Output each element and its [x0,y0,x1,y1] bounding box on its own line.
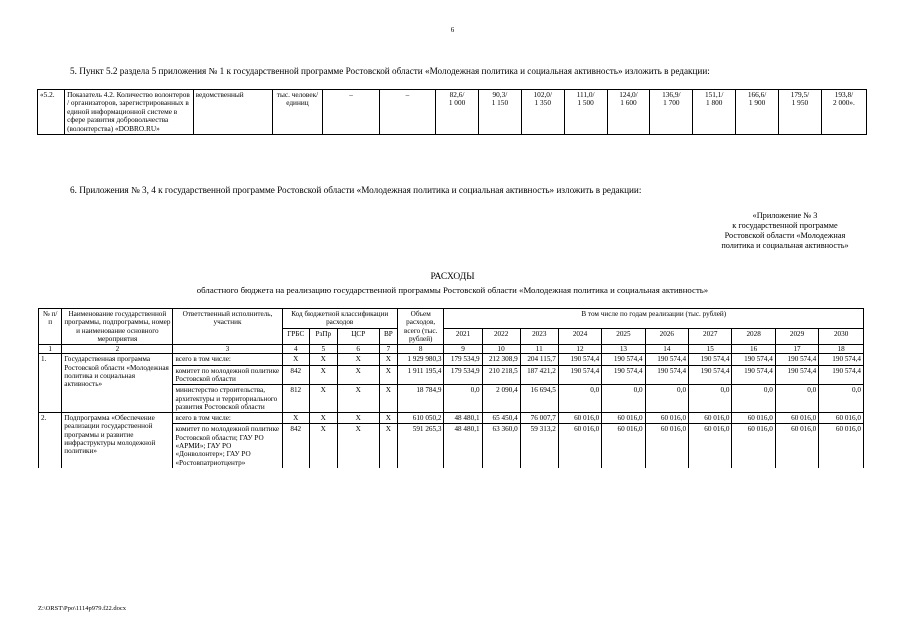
indicator-value: 102,0/ 1 350 [521,90,564,135]
column-index: 13 [602,345,645,354]
indicator-table [37,89,867,135]
year-amount: 63 360,0 [482,424,520,468]
year-amount: 0,0 [444,385,482,413]
year-amount: 190 574,4 [689,354,732,365]
year-amount: 190 574,4 [602,365,645,385]
year-amount: 190 574,4 [558,354,601,365]
year-amount: 0,0 [602,385,645,413]
column-index: 18 [819,345,864,354]
indicator-value: 124,0/ 1 600 [607,90,650,135]
total-amount: 610 050,2 [397,413,444,424]
year-amount: 60 016,0 [602,413,645,424]
indicator-value: 136,9/ 1 700 [650,90,693,135]
indicator-value: 179,5/ 1 950 [778,90,821,135]
expenses-table [38,308,864,468]
indicator-value: 90,3/ 1 150 [478,90,521,135]
header-rzpr: РзПр [310,328,338,345]
indicator-value: 193,8/ 2 000». [821,90,866,135]
year-amount: 204 115,7 [520,354,558,365]
year-amount: 0,0 [775,385,818,413]
vr-code: Х [379,413,397,424]
column-index: 6 [337,345,379,354]
column-index: 5 [310,345,338,354]
year-amount: 60 016,0 [819,413,864,424]
total-amount: 1 929 980,3 [397,354,444,365]
header-executor: Ответственный исполнитель, участник [173,309,282,345]
grbs-code: 842 [282,365,310,385]
header-budget-code: Код бюджетной классификации расходов [282,309,397,329]
appendix-header [690,211,880,251]
header-year: 2026 [645,328,688,345]
total-amount: 591 265,3 [397,424,444,468]
header-name: Наименование государственной программы, подпрограммы, номер и наименование основного мероприятия [62,309,173,345]
year-amount: 60 016,0 [732,424,775,468]
indicator-name: Показатель 4.2. Количество волонтеров / организаторов, зарегистрированных в единой информационной системе в сфере развития добровольчества (волонтерства) «DOBRO.RU» [65,90,194,135]
year-amount: 60 016,0 [645,413,688,424]
indicator-type: ведомственный [193,90,272,135]
year-amount: 60 016,0 [775,424,818,468]
vr-code: Х [379,385,397,413]
year-amount: 190 574,4 [645,365,688,385]
year-amount: 0,0 [689,385,732,413]
header-year: 2029 [775,328,818,345]
year-amount: 210 218,5 [482,365,520,385]
csr-code: Х [337,385,379,413]
year-amount: 76 007,7 [520,413,558,424]
year-amount: 190 574,4 [602,354,645,365]
year-amount: 190 574,4 [775,365,818,385]
year-amount: 65 450,4 [482,413,520,424]
year-amount: 2 090,4 [482,385,520,413]
year-amount: 60 016,0 [775,413,818,424]
column-index: 10 [482,345,520,354]
paragraph-6: 6. Приложения № 3, 4 к государственной программе Ростовской области «Молодежная политика и социальная активность» изложить в редакции: [70,185,642,195]
year-amount: 190 574,4 [558,365,601,385]
executor: комитет по молодежной политике Ростовской области [173,365,282,385]
year-amount: 60 016,0 [645,424,688,468]
header-year: 2025 [602,328,645,345]
indicator-dash: – [323,90,379,135]
year-amount: 60 016,0 [689,413,732,424]
column-index: 11 [520,345,558,354]
year-amount: 60 016,0 [819,424,864,468]
header-year: 2024 [558,328,601,345]
year-amount: 0,0 [645,385,688,413]
year-amount: 48 480,1 [444,424,482,468]
year-amount: 190 574,4 [775,354,818,365]
executor: министерство строительства, архитектуры и территориального развития Ростовской области [173,385,282,413]
rzpr-code: Х [310,385,338,413]
executor: комитет по молодежной политике Ростовской области; ГАУ РО «АРМИ»; ГАУ РО «Донволонтер»; ГАУ РО «Ростовпатриотцентр» [173,424,282,468]
page-number: 6 [450,26,455,34]
year-amount: 60 016,0 [689,424,732,468]
header-year: 2021 [444,328,482,345]
column-index: 1 [39,345,62,354]
program-name: Государственная программа Ростовской области «Молодежная политика и социальная активность» [62,354,173,413]
file-path-footer: Z:\ORST\Ppo\1114p979.f22.docx [38,605,126,612]
header-year: 2027 [689,328,732,345]
table-title: РАСХОДЫ [430,272,475,282]
year-amount: 190 574,4 [732,354,775,365]
year-amount: 59 313,2 [520,424,558,468]
column-index: 17 [775,345,818,354]
expenses-rows [39,354,864,468]
header-year: 2030 [819,328,864,345]
rzpr-code: Х [310,413,338,424]
header-year: 2023 [520,328,558,345]
total-amount: 18 784,9 [397,385,444,413]
appendix-line: к государственной программе [732,220,838,230]
total-amount: 1 911 195,4 [397,365,444,385]
year-amount: 212 308,9 [482,354,520,365]
header-num: № п/п [39,309,62,345]
column-index: 14 [645,345,688,354]
year-amount: 16 694,5 [520,385,558,413]
column-index: 16 [732,345,775,354]
indicator-num: «5.2. [38,90,65,135]
rzpr-code: Х [310,424,338,468]
year-amount: 190 574,4 [689,365,732,385]
header-year: 2022 [482,328,520,345]
year-amount: 60 016,0 [558,424,601,468]
column-index: 8 [397,345,444,354]
column-index: 15 [689,345,732,354]
year-amount: 187 421,2 [520,365,558,385]
program-name: Подпрограмма «Обеспечение реализации государственной программы и развитие инфраструктуры молодежной политики» [62,413,173,468]
grbs-code: Х [282,354,310,365]
year-amount: 190 574,4 [645,354,688,365]
year-amount: 0,0 [819,385,864,413]
paragraph-5: 5. Пункт 5.2 раздела 5 приложения № 1 к государственной программе Ростовской области «Молодежная политика и социальная активность» изложить в редакции: [70,66,710,76]
row-num: 2. [39,413,62,468]
column-index: 12 [558,345,601,354]
executor: всего в том числе: [173,413,282,424]
column-index: 7 [379,345,397,354]
rzpr-code: Х [310,365,338,385]
year-amount: 190 574,4 [819,354,864,365]
appendix-line: политика и социальная активность» [721,240,849,250]
csr-code: Х [337,354,379,365]
grbs-code: 842 [282,424,310,468]
header-csr: ЦСР [337,328,379,345]
column-index: 3 [173,345,282,354]
header-grbs: ГРБС [282,328,310,345]
rzpr-code: Х [310,354,338,365]
vr-code: Х [379,424,397,468]
year-amount: 60 016,0 [602,424,645,468]
grbs-code: Х [282,413,310,424]
row-num: 1. [39,354,62,413]
indicator-value: 151,1/ 1 800 [693,90,736,135]
csr-code: Х [337,413,379,424]
indicator-value: 166,6/ 1 900 [736,90,779,135]
column-index: 2 [62,345,173,354]
appendix-line: Ростовской области «Молодежная [724,230,846,240]
year-amount: 0,0 [732,385,775,413]
table-subtitle: областного бюджета на реализацию государственной программы Ростовской области «Молодежная политика и социальная активность» [196,285,709,295]
header-year: 2028 [732,328,775,345]
header-total: Объем расходов, всего (тыс. рублей) [397,309,444,345]
column-index: 4 [282,345,310,354]
indicator-unit: тыс. человек/ единиц [272,90,323,135]
column-index-row [39,345,864,354]
grbs-code: 812 [282,385,310,413]
year-amount: 0,0 [558,385,601,413]
header-by-year: В том числе по годам реализации (тыс. рублей) [444,309,864,329]
indicator-value: 82,6/ 1 000 [436,90,479,135]
csr-code: Х [337,424,379,468]
year-amount: 190 574,4 [819,365,864,385]
year-amount: 179 534,9 [444,365,482,385]
year-amount: 48 480,1 [444,413,482,424]
executor: всего в том числе: [173,354,282,365]
indicator-value: 111,0/ 1 500 [564,90,607,135]
table-row [39,354,864,365]
appendix-line: «Приложение № 3 [752,211,818,220]
year-amount: 60 016,0 [558,413,601,424]
indicator-dash: – [379,90,435,135]
year-amount: 179 534,9 [444,354,482,365]
vr-code: Х [379,365,397,385]
year-amount: 60 016,0 [732,413,775,424]
indicator-row [38,90,867,135]
csr-code: Х [337,365,379,385]
year-amount: 190 574,4 [732,365,775,385]
table-row [39,413,864,424]
column-index: 9 [444,345,482,354]
vr-code: Х [379,354,397,365]
header-vr: ВР [379,328,397,345]
